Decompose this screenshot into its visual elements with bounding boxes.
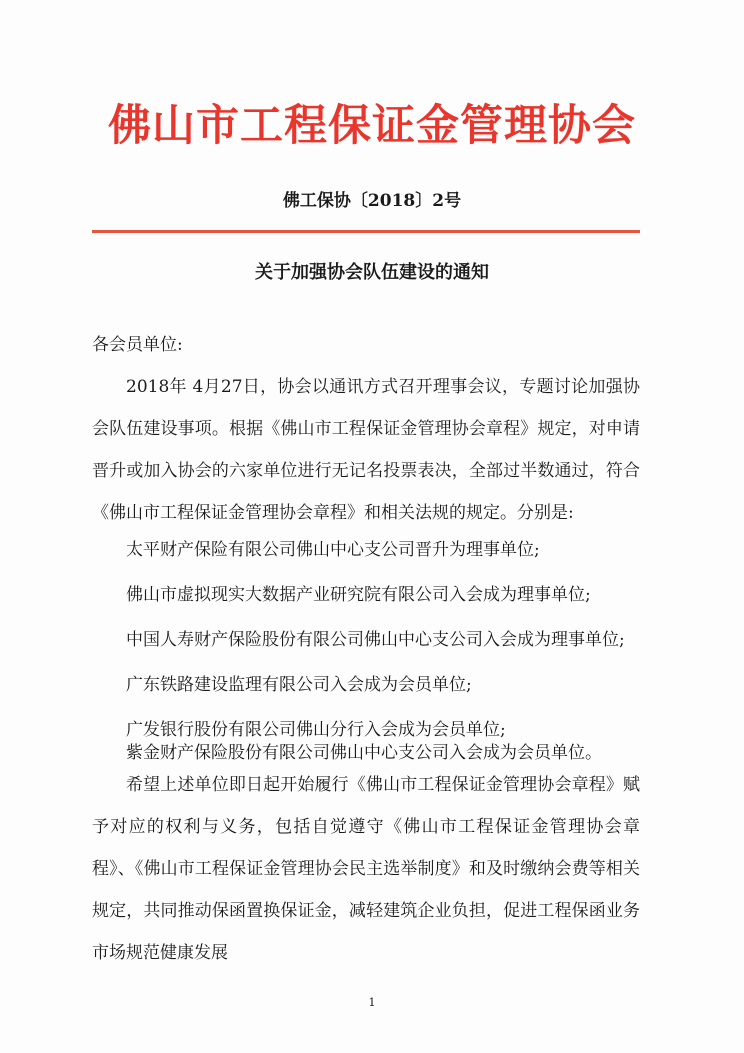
list-item: 广东铁路建设监理有限公司入会成为会员单位; bbox=[126, 675, 472, 695]
notice-title: 关于加强协会队伍建设的通知 bbox=[255, 262, 489, 283]
paragraph-1: 2018年 4月27日，协会以通讯方式召开理事会议，专题讨论加强协会队伍建设事项。根据《佛山市工程保证金管理协会章程》规定，对申请晋升或加入协会的六家单位进行无记名投票表决，全部过半数通过，符合《佛山市工程保证金管理协会章程》和相关法规的规定。分别是: bbox=[92, 377, 640, 523]
red-divider-line bbox=[92, 230, 640, 233]
paragraph-2: 希望上述单位即日起开始履行《佛山市工程保证金管理协会章程》赋予对应的权利与义务，包括自觉遵守《佛山市工程保证金管理协会章程》、《佛山市工程保证金管理协会民主选举制度》和及时缴纳会费等相关规定，共同推动保函置换保证金，减轻建筑企业负担，促进工程保函业务市场规范健康发展 bbox=[92, 775, 640, 963]
list-item: 广发银行股份有限公司佛山分行入会成为会员单位; bbox=[126, 720, 506, 740]
organization-title: 佛山市工程保证金管理协会 bbox=[108, 101, 636, 151]
document-number: 佛工保协〔2018〕2号 bbox=[282, 191, 462, 211]
list-item: 中国人寿财产保险股份有限公司佛山中心支公司入会成为理事单位; bbox=[126, 630, 625, 650]
list-item: 佛山市虚拟现实大数据产业研究院有限公司入会成为理事单位; bbox=[126, 585, 591, 605]
salutation: 各会员单位: bbox=[92, 335, 183, 355]
page-number: 1 bbox=[368, 996, 376, 1009]
list-item: 太平财产保险有限公司佛山中心支公司晋升为理事单位; bbox=[126, 540, 540, 560]
list-item: 紫金财产保险股份有限公司佛山中心支公司入会成为会员单位。 bbox=[126, 743, 602, 763]
